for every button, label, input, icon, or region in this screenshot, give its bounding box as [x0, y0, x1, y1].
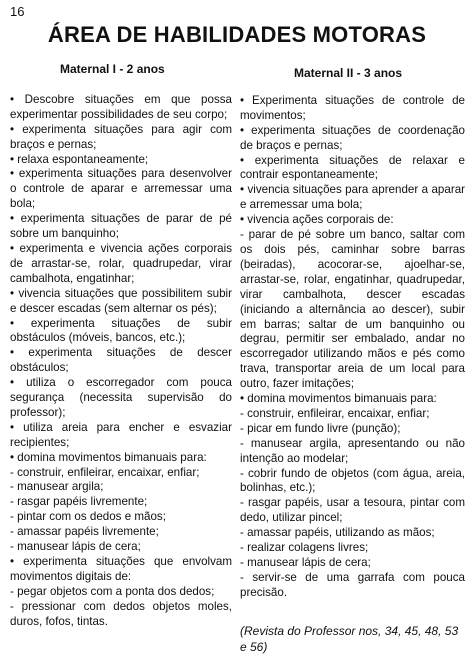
list-item: - parar de pé sobre um banco, saltar com os dois pés, caminhar sobre barras (beiradas), acocorar-se, ajoelhar-se, arrastar-se, rolar, engatinhar, quadrupedar, virar cambalhota, descer escadas (iniciando a alternância ao descer), subir em barras; saltar de um banquinho ou degrau, permitir ser embalado, andar no escorregador utilizando mãos e pés como trava, transportar areia de um local para outro, fazer imitações;: [240, 228, 465, 391]
list-item: - manusear lápis de cera;: [240, 556, 371, 569]
list-item: - pressionar com dedos objetos moles, duros, fofos, tintas.: [10, 599, 232, 628]
list-item: - picar em fundo livre (punção);: [240, 421, 401, 435]
list-item: - cobrir fundo de objetos (com água, areia, bolinhas, etc.);: [240, 466, 465, 495]
list-item: • domina movimentos bimanuais para:: [240, 392, 437, 406]
list-item: - realizar colagens livres;: [240, 541, 369, 555]
left-column-heading: Maternal I - 2 anos: [60, 62, 165, 76]
list-item: • vivencia situações para aprender a aparar e arremessar uma bola;: [240, 183, 465, 212]
list-item: • utiliza o escorregador com pouca segurança (necessita supervisão do professor);: [10, 376, 232, 419]
list-item: • experimenta situações para agir com braços e pernas;: [10, 122, 232, 151]
list-item: • experimenta situações para desenvolver o controle de aparar e arremessar uma bola;: [10, 167, 232, 211]
list-item: - manusear lápis de cera;: [10, 540, 141, 554]
list-item: • relaxa espontaneamente;: [10, 152, 149, 166]
list-item: • experimenta e vivencia ações corporais de arrastar-se, rolar, quadrupedar, virar cambalhota, engatinhar;: [10, 241, 232, 285]
list-item: - amassar papéis livremente;: [10, 525, 159, 539]
page-title: ÁREA DE HABILIDADES MOTORAS: [47, 22, 427, 47]
list-item: - pintar com os dedos e mãos;: [10, 510, 166, 524]
list-item: - manusear argila, apresentando ou não intenção ao modelar;: [240, 436, 465, 465]
list-item: • vivencia ações corporais de:: [240, 213, 394, 227]
page-number: 16: [10, 4, 25, 19]
list-item: • utiliza areia para encher e esvaziar recipientes;: [10, 420, 232, 449]
list-item: • vivencia situações que possibilitem subir e descer escadas (sem alternar os pés);: [10, 286, 232, 315]
citation: (Revista do Professor nos, 34, 45, 48, 53 e 56): [240, 623, 459, 654]
list-item: • experimenta situações de descer obstáculos;: [10, 346, 232, 375]
list-item: - manusear argila;: [10, 480, 104, 494]
list-item: - construir, enfileirar, encaixar, enfiar;: [240, 406, 430, 420]
list-item: - rasgar papéis, usar a tesoura, pintar com dedo, utilizar pincel;: [240, 496, 465, 525]
right-column-heading: Maternal II - 3 anos: [294, 66, 403, 80]
list-item: • experimenta situações de subir obstáculos (móveis, bancos, etc.);: [10, 316, 232, 345]
left-item-list: [10, 93, 232, 630]
left-column: [10, 62, 232, 630]
list-item: • domina movimentos bimanuais para:: [10, 450, 207, 464]
list-item: • experimenta situações de parar de pé sobre um banquinho;: [10, 212, 232, 241]
list-item: • experimenta situações de relaxar e contrair espontaneamente;: [240, 153, 465, 182]
list-item: • experimenta situações de coordenação de braços e pernas;: [240, 123, 465, 152]
list-item: - construir, enfileirar, encaixar, enfiar;: [10, 465, 200, 479]
list-item: - amassar papéis, utilizando as mãos;: [240, 526, 435, 540]
list-item: - pegar objetos com a ponta dos dedos;: [10, 584, 215, 598]
list-item: - servir-se de uma garrafa com pouca precisão.: [240, 570, 465, 599]
list-item: • Experimenta situações de controle de movimentos;: [240, 93, 465, 122]
list-item: - rasgar papéis livremente;: [10, 495, 148, 509]
right-item-list: [240, 94, 465, 601]
list-item: • Descobre situações em que possa experimentar possibilidades de seu corpo;: [10, 92, 232, 121]
right-column: [240, 62, 465, 655]
list-item: • experimenta situações que envolvam movimentos digitais de:: [10, 555, 232, 583]
